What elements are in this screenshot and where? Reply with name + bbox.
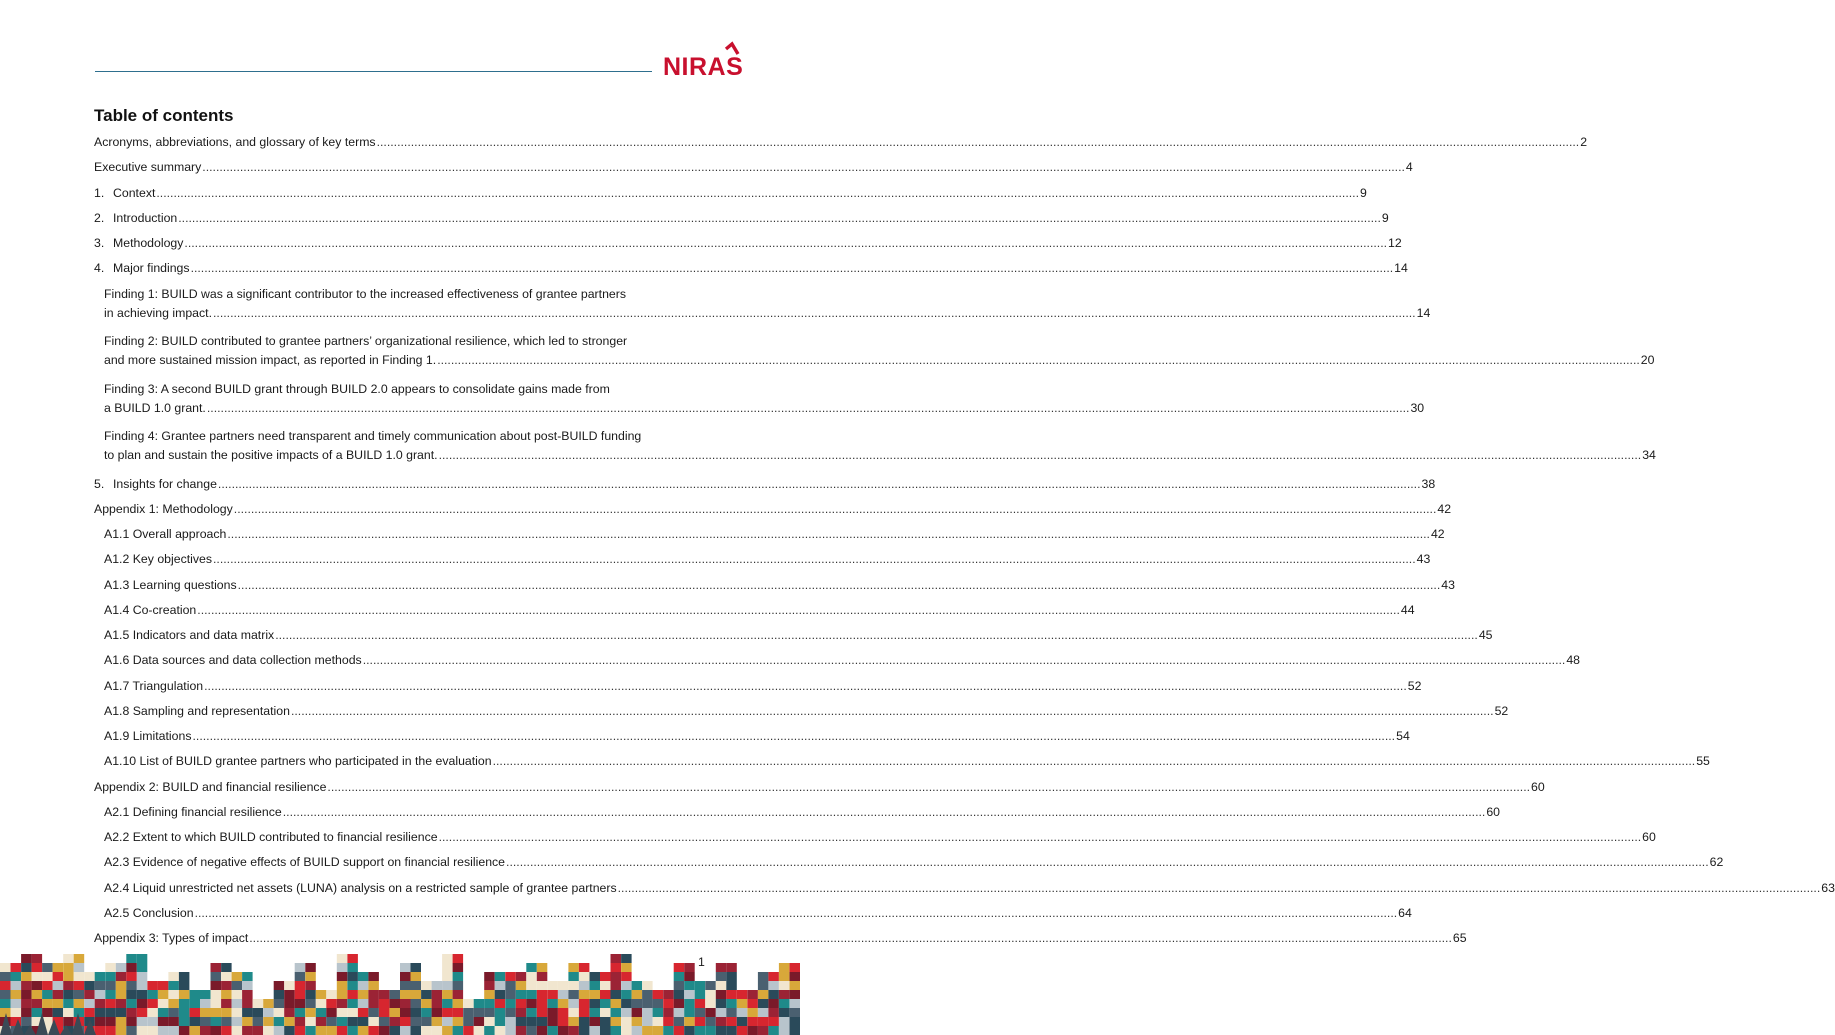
toc-page-number: 14: [1394, 261, 1408, 276]
toc-leader-dots: ................................................................................................................................................................................................................................................................................................................................................................: [438, 448, 1642, 462]
toc-entry-text: A1.10 List of BUILD grantee partners who participated in the evaluation: [104, 754, 492, 769]
toc-subentry[interactable]: [94, 854, 1724, 870]
toc-page-number: 48: [1566, 653, 1581, 668]
toc-entry-number: 1.: [94, 185, 105, 200]
toc-title: Table of contents: [94, 106, 234, 125]
toc-page-number: 65: [1452, 931, 1467, 945]
toc-entry-text: Context: [113, 185, 156, 200]
toc-page-number: 55: [1696, 754, 1710, 769]
toc-entry-text: Major findings: [113, 261, 190, 276]
header-rule: [95, 71, 652, 72]
toc-entry-text: Finding 2: BUILD contributed to grantee partners’ organizational resilience, which led to stronger: [104, 334, 628, 348]
toc-page-number: 20: [1640, 353, 1655, 367]
toc-page-number: 63: [1821, 880, 1835, 895]
toc-subentry[interactable]: [94, 753, 1710, 769]
toc-entry-text: Executive summary: [94, 160, 202, 175]
toc-leader-dots: ................................................................................................................................................................................................................................................................................................................................................................: [275, 628, 1478, 642]
toc-leader-dots: ................................................................................................................................................................................................................................................................................................................................................................: [327, 779, 1531, 794]
toc-page-number: 54: [1396, 729, 1410, 743]
toc-leader-dots: ................................................................................................................................................................................................................................................................................................................................................................: [217, 476, 1421, 491]
toc-page-number: 12: [1388, 236, 1402, 250]
toc-entry[interactable]: [94, 134, 1588, 150]
toc-subentry[interactable]: [94, 627, 1493, 643]
toc-page-number: 45: [1478, 628, 1493, 642]
toc-leader-dots: ................................................................................................................................................................................................................................................................................................................................................................: [156, 185, 1359, 200]
toc-page-number: 64: [1398, 905, 1412, 920]
toc-page-number: 30: [1410, 400, 1425, 415]
toc-entry-text: A2.4 Liquid unrestricted net assets (LUNA) analysis on a restricted sample of grantee partners: [104, 880, 617, 895]
toc-entry-text: A1.7 Triangulation: [104, 678, 204, 693]
toc-entry[interactable]: [94, 185, 1367, 201]
toc-page-number: 62: [1709, 855, 1724, 870]
toc-entry-text: Insights for change: [113, 476, 217, 491]
toc-entry-text: Appendix 2: BUILD and financial resilience: [94, 779, 327, 794]
toc-entry-number: 4.: [94, 261, 105, 276]
toc-subentry[interactable]: [94, 728, 1410, 744]
toc-subentry[interactable]: [94, 602, 1415, 618]
toc-leader-dots: ................................................................................................................................................................................................................................................................................................................................................................: [194, 905, 1398, 920]
toc-entry-text: to plan and sustain the positive impacts of a BUILD 1.0 grant.: [104, 448, 438, 462]
toc-subentry[interactable]: [94, 577, 1455, 593]
toc-entry-text: A1.9 Limitations: [104, 729, 192, 743]
toc-entry-text: A1.1 Overall approach: [104, 527, 227, 541]
toc-entry-text: A2.1 Defining financial resilience: [104, 804, 282, 819]
toc-page-number: 42: [1430, 527, 1445, 541]
toc-leader-dots: ................................................................................................................................................................................................................................................................................................................................................................: [204, 678, 1407, 693]
toc-leader-dots: ................................................................................................................................................................................................................................................................................................................................................................: [237, 577, 1441, 592]
toc-leader-dots: ................................................................................................................................................................................................................................................................................................................................................................: [184, 236, 1388, 250]
toc-entry[interactable]: [94, 501, 1452, 517]
decorative-pattern: [0, 935, 800, 1035]
toc-entry-text: in achieving impact.: [104, 305, 212, 320]
toc-leader-dots: ................................................................................................................................................................................................................................................................................................................................................................: [213, 305, 1416, 320]
toc-subentry[interactable]: [94, 905, 1412, 921]
toc-entry-text: A1.2 Key objectives: [104, 552, 213, 567]
toc-entry-text: Finding 1: BUILD was a significant contributor to the increased effectiveness of grantee partners: [104, 286, 626, 301]
toc-subentry[interactable]: [94, 703, 1509, 719]
toc-page-number: 9: [1360, 185, 1367, 200]
toc-page-number: 38: [1421, 476, 1436, 491]
toc-entry-text: A1.3 Learning questions: [104, 577, 237, 592]
toc-subentry[interactable]: [94, 652, 1581, 668]
toc-page-number: 14: [1416, 305, 1431, 320]
toc-entry-text: A2.3 Evidence of negative effects of BUILD support on financial resilience: [104, 855, 506, 870]
toc-page-number: 44: [1400, 602, 1415, 617]
toc-entry-number: 2.: [94, 210, 105, 225]
toc-entry[interactable]: [94, 779, 1545, 795]
toc-leader-dots: ................................................................................................................................................................................................................................................................................................................................................................: [227, 527, 1430, 541]
toc-entry-text: Finding 4: Grantee partners need transparent and timely communication about post-BUILD funding: [104, 429, 642, 443]
toc-entry-text: and more sustained mission impact, as reported in Finding 1.: [104, 353, 437, 367]
toc-page-number: 60: [1531, 779, 1545, 794]
toc-page-number: 52: [1407, 678, 1422, 693]
toc-entry-number: 5.: [94, 476, 105, 491]
toc-leader-dots: ................................................................................................................................................................................................................................................................................................................................................................: [282, 804, 1486, 819]
niras-logo: [662, 42, 770, 80]
toc-page-number: 34: [1642, 448, 1656, 462]
toc-entry[interactable]: [94, 159, 1413, 175]
toc-entry-finding[interactable]: [94, 286, 1431, 325]
page-number: 1: [698, 955, 705, 969]
toc-entry-finding[interactable]: [94, 381, 1425, 420]
toc-leader-dots: ................................................................................................................................................................................................................................................................................................................................................................: [362, 653, 1566, 668]
toc-page-number: 9: [1381, 210, 1389, 225]
toc-page-number: 43: [1441, 577, 1455, 592]
toc-entry-text: A1.8 Sampling and representation: [104, 703, 290, 718]
toc-leader-dots: ................................................................................................................................................................................................................................................................................................................................................................: [492, 754, 1696, 769]
toc-entry-text: A1.4 Co-creation: [104, 602, 197, 617]
toc-entry-text: Methodology: [113, 236, 184, 250]
toc-subentry[interactable]: [94, 829, 1656, 845]
toc-leader-dots: ................................................................................................................................................................................................................................................................................................................................................................: [202, 160, 1405, 175]
toc-leader-dots: ................................................................................................................................................................................................................................................................................................................................................................: [376, 135, 1580, 149]
toc-leader-dots: ................................................................................................................................................................................................................................................................................................................................................................: [290, 703, 1494, 718]
toc-page-number: 52: [1494, 703, 1509, 718]
toc-page-number: 4: [1405, 160, 1413, 175]
toc-leader-dots: ................................................................................................................................................................................................................................................................................................................................................................: [438, 830, 1642, 844]
toc-entry-text: A2.2 Extent to which BUILD contributed to financial resilience: [104, 830, 438, 844]
toc-entry-text: Acronyms, abbreviations, and glossary of key terms: [94, 135, 376, 149]
toc-leader-dots: ................................................................................................................................................................................................................................................................................................................................................................: [190, 261, 1394, 276]
toc-entry[interactable]: [94, 260, 1408, 276]
toc-page-number: 60: [1486, 804, 1501, 819]
toc-entry[interactable]: [94, 235, 1402, 251]
toc-entry-text: a BUILD 1.0 grant.: [104, 400, 206, 415]
toc-leader-dots: ................................................................................................................................................................................................................................................................................................................................................................: [192, 729, 1396, 743]
toc-entry-text: Finding 3: A second BUILD grant through BUILD 2.0 appears to consolidate gains made from: [104, 381, 610, 396]
toc-entry-text: A2.5 Conclusion: [104, 905, 194, 920]
toc-entry-text: Appendix 1: Methodology: [94, 501, 233, 516]
toc-list: [94, 134, 1835, 955]
toc-subentry[interactable]: [94, 880, 1835, 896]
toc-subentry[interactable]: [94, 551, 1431, 567]
toc-entry-number: 3.: [94, 236, 105, 250]
toc-leader-dots: ................................................................................................................................................................................................................................................................................................................................................................: [213, 552, 1416, 567]
niras-logo-text: NIRAS: [663, 53, 744, 81]
toc-page-number: 42: [1437, 501, 1452, 516]
toc-subentry[interactable]: [94, 526, 1445, 542]
toc-leader-dots: ................................................................................................................................................................................................................................................................................................................................................................: [437, 353, 1640, 367]
toc-entry-text: A1.5 Indicators and data matrix: [104, 628, 275, 642]
toc-leader-dots: ................................................................................................................................................................................................................................................................................................................................................................: [617, 880, 1821, 895]
toc-entry-finding[interactable]: [94, 333, 1655, 372]
toc-leader-dots: ................................................................................................................................................................................................................................................................................................................................................................: [206, 400, 1410, 415]
toc-leader-dots: ................................................................................................................................................................................................................................................................................................................................................................: [233, 501, 1437, 516]
toc-page-number: 43: [1416, 552, 1431, 567]
toc-entry-text: Appendix 3: Types of impact: [94, 931, 249, 945]
toc-page-number: 2: [1580, 135, 1588, 149]
toc-leader-dots: ................................................................................................................................................................................................................................................................................................................................................................: [506, 855, 1709, 870]
toc-subentry[interactable]: [94, 678, 1422, 694]
toc-leader-dots: ................................................................................................................................................................................................................................................................................................................................................................: [249, 931, 1452, 945]
toc-entry-text: Introduction: [113, 210, 178, 225]
toc-leader-dots: ................................................................................................................................................................................................................................................................................................................................................................: [178, 210, 1381, 225]
toc-entry[interactable]: [94, 210, 1389, 226]
toc-subentry[interactable]: [94, 804, 1501, 820]
toc-entry[interactable]: [94, 476, 1436, 492]
toc-entry-finding[interactable]: [94, 428, 1656, 467]
toc-entry-text: A1.6 Data sources and data collection methods: [104, 653, 362, 668]
toc-leader-dots: ................................................................................................................................................................................................................................................................................................................................................................: [197, 602, 1400, 617]
toc-page-number: 60: [1642, 830, 1656, 844]
